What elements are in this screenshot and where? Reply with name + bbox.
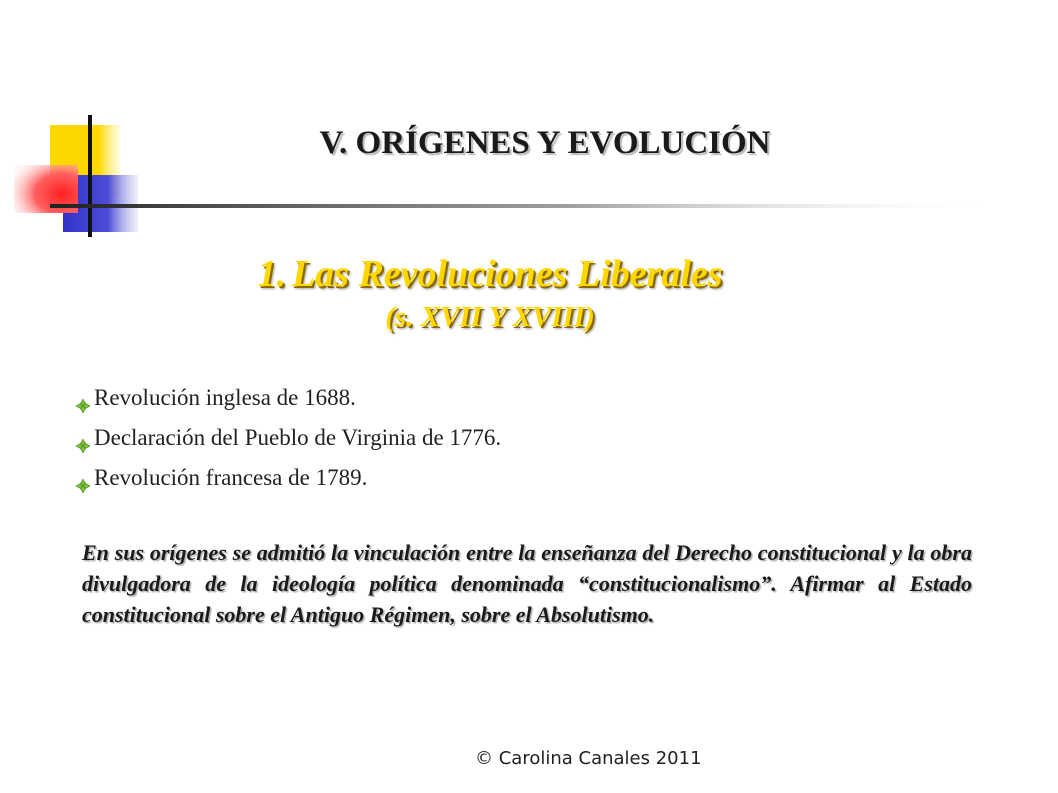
diamond-bullet-icon: [75, 390, 91, 406]
header-rule: [50, 204, 1000, 208]
bullet-list: [75, 378, 501, 498]
list-item: [75, 418, 501, 458]
section-heading-line: [140, 252, 840, 296]
list-item: [75, 458, 501, 498]
section-heading: [140, 252, 840, 334]
bullet-text: Revolución inglesa de 1688.: [94, 385, 356, 410]
body-paragraph: En sus orígenes se admitió la vinculación entre la enseñanza del Derecho constitucional y la obra divulgadora de la ideología política denominada “constitucionalismo”. Afirmar al Estado constitucional sobre el Antiguo Régimen, sobre el Absolutismo.: [82, 540, 972, 627]
section-title: Las Revoluciones Liberales: [291, 253, 723, 295]
bullet-text: Declaración del Pueblo de Virginia de 1776.: [94, 425, 502, 450]
diamond-bullet-icon: [75, 470, 91, 486]
list-item: [75, 378, 501, 418]
section-period: (s. XVII Y XVIII): [385, 301, 595, 333]
bullet-text: Revolución francesa de 1789.: [94, 465, 368, 490]
vertical-line: [88, 115, 92, 237]
page-title: V. ORÍGENES Y EVOLUCIÓN: [319, 125, 771, 161]
copyright-footer: © Carolina Canales 2011: [475, 748, 702, 769]
diamond-bullet-icon: [75, 430, 91, 446]
section-number: 1.: [257, 253, 286, 295]
